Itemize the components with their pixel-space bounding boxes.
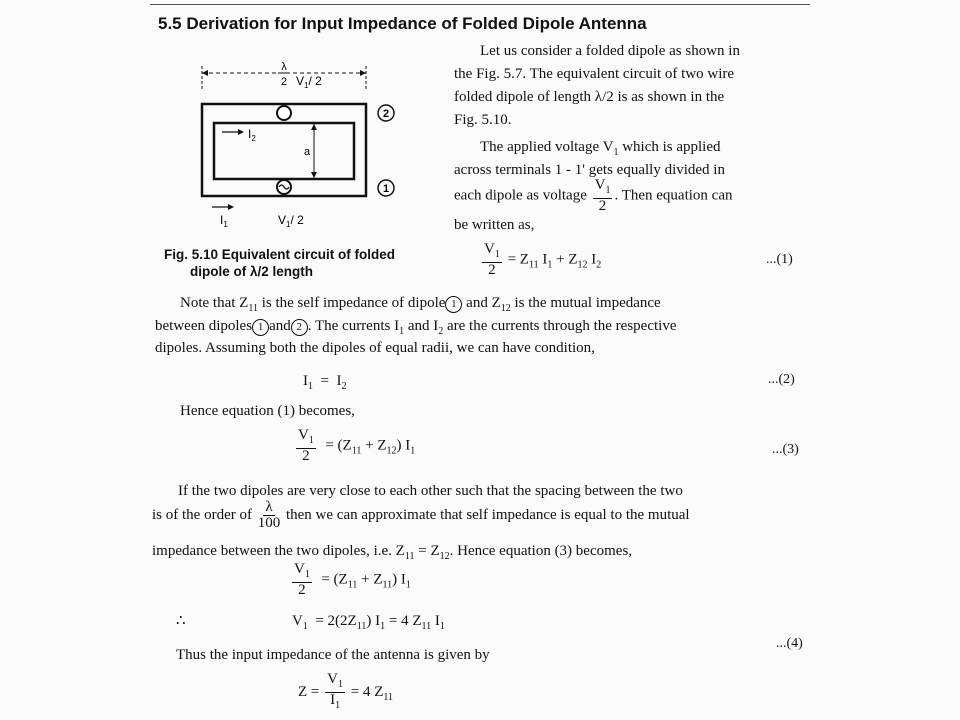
current-i1-label: $I_1$ [220,213,228,229]
voltage-line-3: each dipole as voltage $\frac{V_1}{2}$ . Then equation can [454,177,733,214]
equation-5: Z = $\frac{V_1}{I_1}$ = 4 $Z_{11}$ [298,671,393,711]
equation-4a: $\frac{V_1}{2}$ = $(Z_{11} + Z_{11})$ $I_1$ [294,561,411,598]
svg-text:2: 2 [382,108,390,120]
equation-4-number: ...(4) [776,636,803,651]
svg-text:1: 1 [382,183,390,195]
therefore-symbol: ∴ [176,613,186,629]
folded-dipole-figure [190,60,430,235]
note-line-1: Note that $Z_{11}$ is the self impedance of dipole 1 and $Z_{12}$ is the mutual impedance [180,295,661,314]
spacing-line-2: is of the order of $\frac{\lambda}{100}$ then we can approximate that self impedance is equal to the mutual [152,499,690,531]
voltage-line-2: across terminals 1 - 1' gets equally divided in [454,162,725,178]
top-voltage-label: $V_1/$ 2 [296,74,322,90]
intro-line-4: Fig. 5.10. [454,112,512,128]
lambda-label: λ [281,61,287,73]
spacing-line-3: impedance between the two dipoles, i.e. $Z_{11} = Z_{12}$. Hence equation (3) becomes, [152,543,633,562]
bottom-voltage-label: $V_1/$ 2 [278,213,304,229]
equation-3-number: ...(3) [772,442,799,457]
intro-line-3: folded dipole of length λ/2 is as shown in the [454,89,725,105]
spacing-line-1: If the two dipoles are very close to each other such that the spacing between the two [178,483,683,499]
voltage-line-4: be written as, [454,217,535,233]
current-i2-label: $I_2$ [248,127,256,143]
equation-4b: $V_1 = 2(2Z_{11}) I_1 = 4$ $Z_{11}$ $I_1$ [292,613,445,632]
intro-line-2: the Fig. 5.7. The equivalent circuit of two wire [454,66,735,82]
lambda-denominator: 2 [280,76,288,88]
equation-2-number: ...(2) [768,372,795,387]
equation-1-number: ...(1) [766,252,793,267]
final-line: Thus the input impedance of the antenna is given by [176,647,490,663]
top-rule [150,4,810,5]
hence-line-1: Hence equation (1) becomes, [180,403,355,419]
equation-1: $\frac{V_1}{2}$ = $Z_{11}$ $I_1 + Z_{12}$ $I_2$ [484,241,602,278]
equation-3: $\frac{V_1}{2}$ = $(Z_{11} + Z_{12})$ $I_1$ [298,427,416,464]
note-line-3: dipoles. Assuming both the dipoles of equal radii, we can have condition, [155,340,595,356]
figure-caption-line2: dipole of λ/2 length [190,264,314,279]
equation-2: $I_1 = I_2$ [303,373,347,392]
spacing-label: a [304,146,311,158]
note-line-2: between dipoles 1 and 2 . The currents $I_1$ and $I_2$ are the currents through the respective [155,318,677,337]
section-heading: 5.5 Derivation for Input Impedance of Folded Dipole Antenna [158,14,647,33]
inner-conductor [214,123,354,179]
figure-caption-line1: Fig. 5.10 Equivalent circuit of folded [164,247,396,262]
top-impedance-circle [277,106,291,120]
voltage-line-1: The applied voltage $V_1$ which is applied [480,139,721,158]
intro-line-1: Let us consider a folded dipole as shown in [480,43,740,59]
